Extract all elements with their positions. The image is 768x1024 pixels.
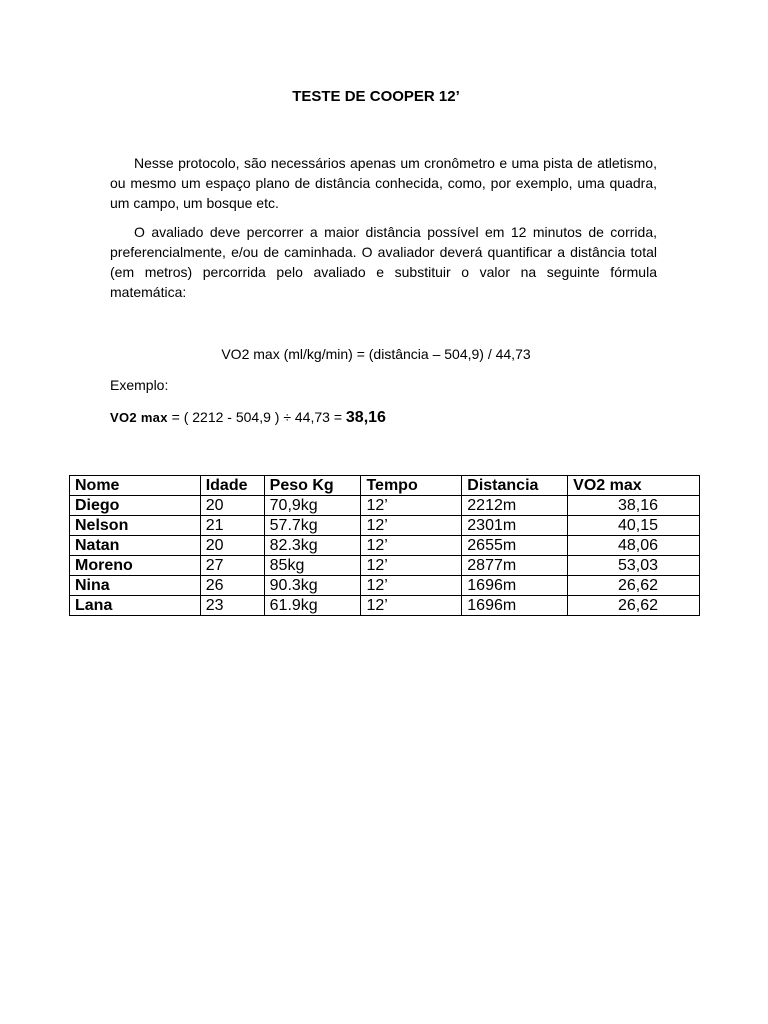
cell-vo2max: 53,03 xyxy=(568,556,700,576)
table-row xyxy=(70,496,700,516)
cell-vo2max: 38,16 xyxy=(568,496,700,516)
cell-tempo: 12’ xyxy=(361,516,462,536)
cell-peso: 85kg xyxy=(264,556,361,576)
cell-tempo: 12’ xyxy=(361,496,462,516)
cell-distancia: 1696m xyxy=(462,576,568,596)
cell-distancia: 2877m xyxy=(462,556,568,576)
header-nome: Nome xyxy=(70,476,201,496)
example-lhs: VO2 max xyxy=(110,410,168,425)
results-table xyxy=(69,475,700,616)
cell-vo2max: 40,15 xyxy=(568,516,700,536)
example-label: Exemplo: xyxy=(110,377,169,393)
page-title: TESTE DE COOPER 12’ xyxy=(292,88,460,105)
cell-distancia: 2655m xyxy=(462,536,568,556)
intro-paragraph: Nesse protocolo, são necessários apenas um cronômetro e uma pista de atletismo, ou mesmo um espaço plano de distância conhecida, como, por exemplo, uma quadra, um campo, um bosque etc. xyxy=(110,155,657,211)
cell-nome: Natan xyxy=(70,536,201,556)
table-header-row xyxy=(70,476,700,496)
cell-vo2max: 26,62 xyxy=(568,576,700,596)
header-idade: Idade xyxy=(200,476,264,496)
example-calculation xyxy=(110,409,386,427)
cell-idade: 23 xyxy=(200,596,264,616)
example-expression: = ( 2212 - 504,9 ) ÷ 44,73 = xyxy=(167,409,346,425)
table-row xyxy=(70,596,700,616)
cell-nome: Nelson xyxy=(70,516,201,536)
example-result: 38,16 xyxy=(345,409,386,426)
cell-peso: 57.7kg xyxy=(264,516,361,536)
header-tempo: Tempo xyxy=(361,476,462,496)
cell-tempo: 12’ xyxy=(361,576,462,596)
vo2-formula: VO2 max (ml/kg/min) = (distância – 504,9) / 44,73 xyxy=(221,346,531,362)
cell-tempo: 12’ xyxy=(361,536,462,556)
cell-idade: 27 xyxy=(200,556,264,576)
header-peso: Peso Kg xyxy=(264,476,361,496)
cell-peso: 90.3kg xyxy=(264,576,361,596)
cell-vo2max: 26,62 xyxy=(568,596,700,616)
header-vo2max: VO2 max xyxy=(568,476,700,496)
cell-idade: 20 xyxy=(200,536,264,556)
table-row xyxy=(70,536,700,556)
header-distancia: Distancia xyxy=(462,476,568,496)
cell-distancia: 2301m xyxy=(462,516,568,536)
cell-nome: Lana xyxy=(70,596,201,616)
instructions-paragraph: O avaliado deve percorrer a maior distância possível em 12 minutos de corrida, preferencialmente, e/ou de caminhada. O avaliador deverá quantificar a distância total (em metros) percorrida pelo avaliado e substituir o valor na seguinte fórmula matemática: xyxy=(110,224,657,300)
cell-peso: 82.3kg xyxy=(264,536,361,556)
cell-idade: 26 xyxy=(200,576,264,596)
cell-tempo: 12’ xyxy=(361,556,462,576)
cell-idade: 20 xyxy=(200,496,264,516)
cell-nome: Moreno xyxy=(70,556,201,576)
cell-nome: Nina xyxy=(70,576,201,596)
cell-vo2max: 48,06 xyxy=(568,536,700,556)
table-row xyxy=(70,556,700,576)
cell-peso: 70,9kg xyxy=(264,496,361,516)
table-row xyxy=(70,516,700,536)
cell-distancia: 1696m xyxy=(462,596,568,616)
cell-tempo: 12’ xyxy=(361,596,462,616)
cell-distancia: 2212m xyxy=(462,496,568,516)
cell-idade: 21 xyxy=(200,516,264,536)
cell-peso: 61.9kg xyxy=(264,596,361,616)
cell-nome: Diego xyxy=(70,496,201,516)
table-row xyxy=(70,576,700,596)
